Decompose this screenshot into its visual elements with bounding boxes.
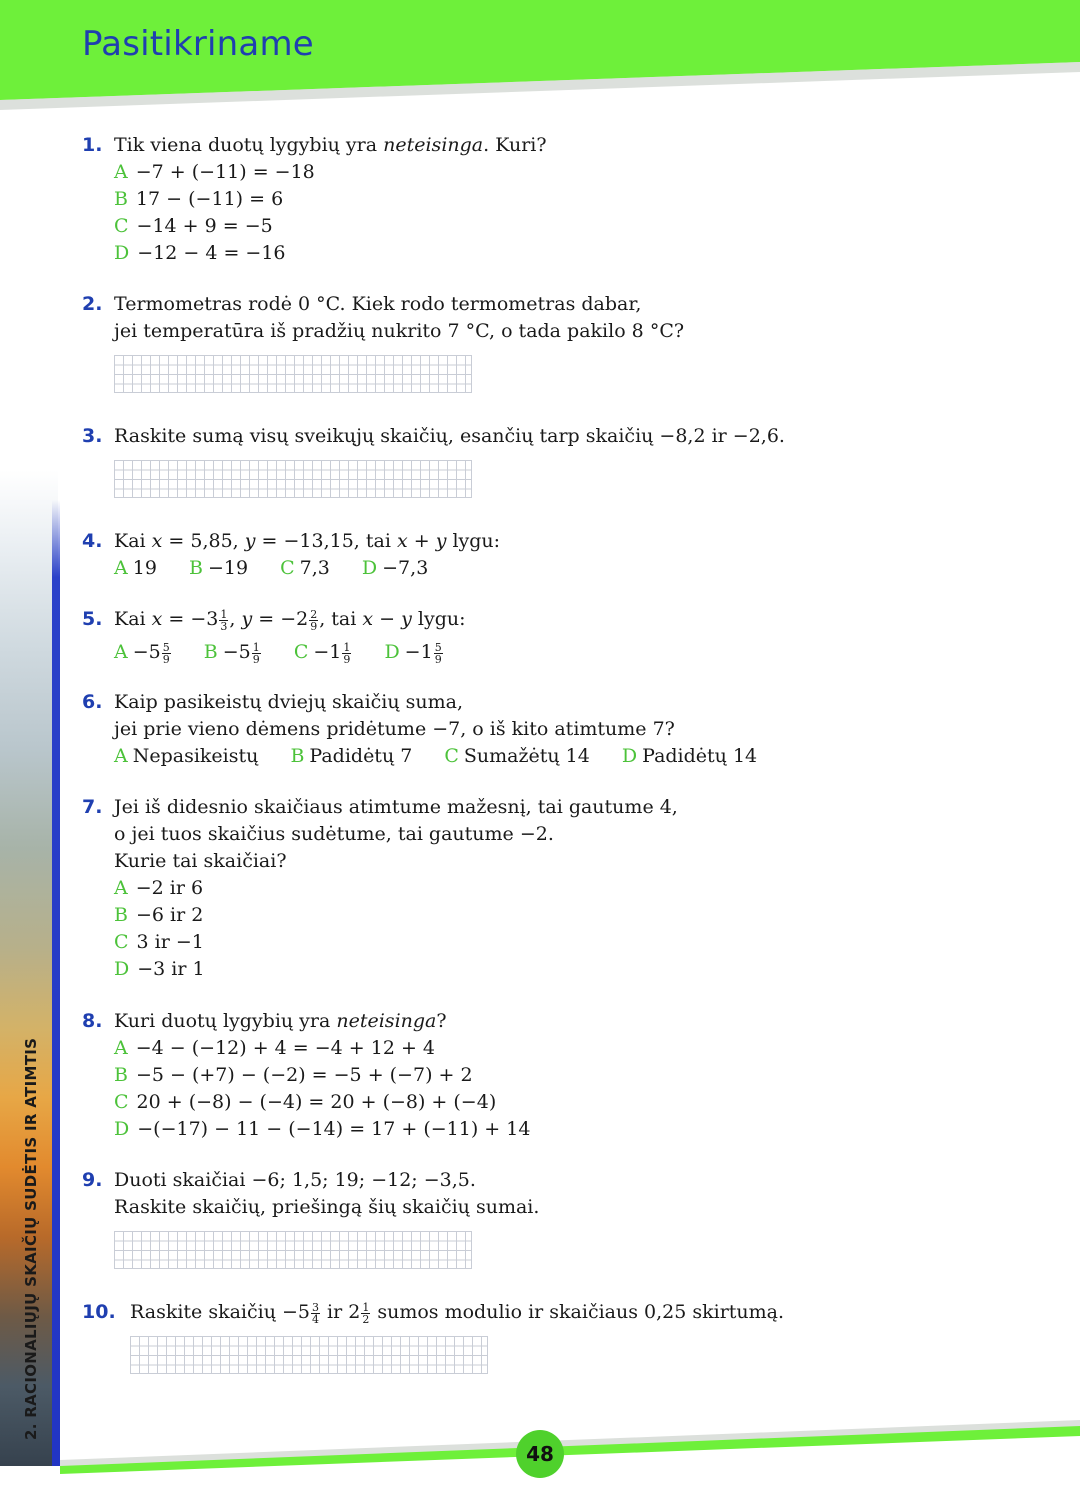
option-c[interactable]: C 3 ir −1 <box>114 931 204 953</box>
option-a[interactable]: A −4 − (−12) + 4 = −4 + 12 + 4 <box>114 1037 436 1059</box>
question-number: 5. <box>82 608 103 630</box>
fraction: $\frac{3}{4}$ <box>312 1300 319 1326</box>
question-text: Kuri duotų lygybių yra neteisinga? <box>114 1010 447 1032</box>
option-b[interactable]: B 17 − (−11) = 6 <box>114 188 284 210</box>
option-d[interactable]: D Padidėtų 14 <box>621 745 758 767</box>
option-a[interactable]: A −7 + (−11) = −18 <box>114 161 315 183</box>
question-text: Duoti skaičiai −6; 1,5; 19; −12; −3,5. Raskite skaičių, priešingą šių skaičių sumai. <box>114 1169 540 1218</box>
option-a[interactable]: A 19 <box>114 557 157 579</box>
option-a[interactable]: A Nepasikeistų <box>114 745 259 767</box>
option-c[interactable]: C −1 $\frac{1}{9}$ <box>293 640 351 666</box>
question-number: 8. <box>82 1010 103 1032</box>
question-text: Raskite skaičių −5 $\frac{3}{4}$ ir 2 $\frac{1}{2}$ sumos modulio ir skaičiaus 0,25 skirtumą. <box>130 1300 785 1326</box>
option-d[interactable]: D −3 ir 1 <box>114 958 205 980</box>
question-number: 3. <box>82 425 103 447</box>
option-b[interactable]: B −6 ir 2 <box>114 904 204 926</box>
answer-grid-2[interactable] <box>114 355 472 393</box>
answer-grid-3[interactable] <box>114 460 472 498</box>
answer-options <box>114 875 205 983</box>
option-c[interactable]: C 20 + (−8) − (−4) = 20 + (−8) + (−4) <box>114 1091 497 1113</box>
option-c[interactable]: C Sumažėtų 14 <box>444 745 590 767</box>
question-number: 9. <box>82 1169 103 1191</box>
option-d[interactable]: D −(−17) − 11 − (−14) = 17 + (−11) + 14 <box>114 1118 531 1140</box>
question-text: Termometras rodė 0 °C. Kiek rodo termometras dabar, jei temperatūra iš pradžių nukrito 7 °C, o tada pakilo 8 °C? <box>114 293 685 342</box>
option-c[interactable]: C 7,3 <box>280 557 330 579</box>
option-b[interactable]: B Padidėtų 7 <box>290 745 413 767</box>
question-number: 1. <box>82 134 103 156</box>
question-number: 6. <box>82 691 103 713</box>
question-text: Kai x = −3 $\frac{1}{3}$ , y = −2 $\frac{2}{9}$ , tai x − y lygu: <box>114 607 466 633</box>
side-accent-bar <box>52 500 60 1466</box>
fraction: $\frac{1}{3}$ <box>220 607 228 633</box>
option-d[interactable]: D −1 $\frac{5}{9}$ <box>384 640 442 666</box>
answer-options <box>114 1035 530 1143</box>
option-b[interactable]: B −5 $\frac{1}{9}$ <box>203 640 260 666</box>
page-header <box>0 0 1080 110</box>
question-number: 7. <box>82 796 103 818</box>
question-text: Kaip pasikeistų dviejų skaičių suma, jei prie vieno dėmens pridėtume −7, o iš kito atimtume 7? <box>114 691 675 740</box>
question-number: 2. <box>82 293 103 315</box>
page-title: Pasitikriname <box>82 24 314 64</box>
option-d[interactable]: D −7,3 <box>361 557 429 579</box>
question-text: Tik viena duotų lygybių yra neteisinga. Kuri? <box>114 134 547 156</box>
fraction: $\frac{1}{2}$ <box>362 1300 370 1326</box>
option-a[interactable]: A −5 $\frac{5}{9}$ <box>114 640 170 666</box>
option-b[interactable]: B −5 − (+7) − (−2) = −5 + (−7) + 2 <box>114 1064 473 1086</box>
question-text: Raskite sumą visų sveikųjų skaičių, esančių tarp skaičių −8,2 ir −2,6. <box>114 425 785 447</box>
page-number: 48 <box>516 1430 564 1478</box>
option-c[interactable]: C −14 + 9 = −5 <box>114 215 273 237</box>
chapter-label: 2. RACIONALIŲJŲ SKAIČIŲ SUDĖTIS IR ATIMTIS <box>22 1037 40 1440</box>
answer-options <box>114 743 783 770</box>
answer-grid-10[interactable] <box>130 1336 488 1374</box>
option-b[interactable]: B −19 <box>188 557 249 579</box>
question-number: 4. <box>82 530 103 552</box>
option-d[interactable]: D −12 − 4 = −16 <box>114 242 286 264</box>
answer-options <box>114 159 315 267</box>
question-text: Jei iš didesnio skaičiaus atimtume mažesnį, tai gautume 4, o jei tuos skaičius sudėtume, tai gautume −2. Kurie tai skaičiai? <box>114 796 678 872</box>
answer-options <box>114 555 454 582</box>
answer-options <box>114 639 470 666</box>
answer-grid-9[interactable] <box>114 1231 472 1269</box>
fraction: $\frac{2}{9}$ <box>310 607 318 633</box>
option-a[interactable]: A −2 ir 6 <box>114 877 204 899</box>
question-text: Kai x = 5,85, y = −13,15, tai x + y lygu: <box>114 530 501 552</box>
question-number: 10. <box>82 1301 116 1323</box>
